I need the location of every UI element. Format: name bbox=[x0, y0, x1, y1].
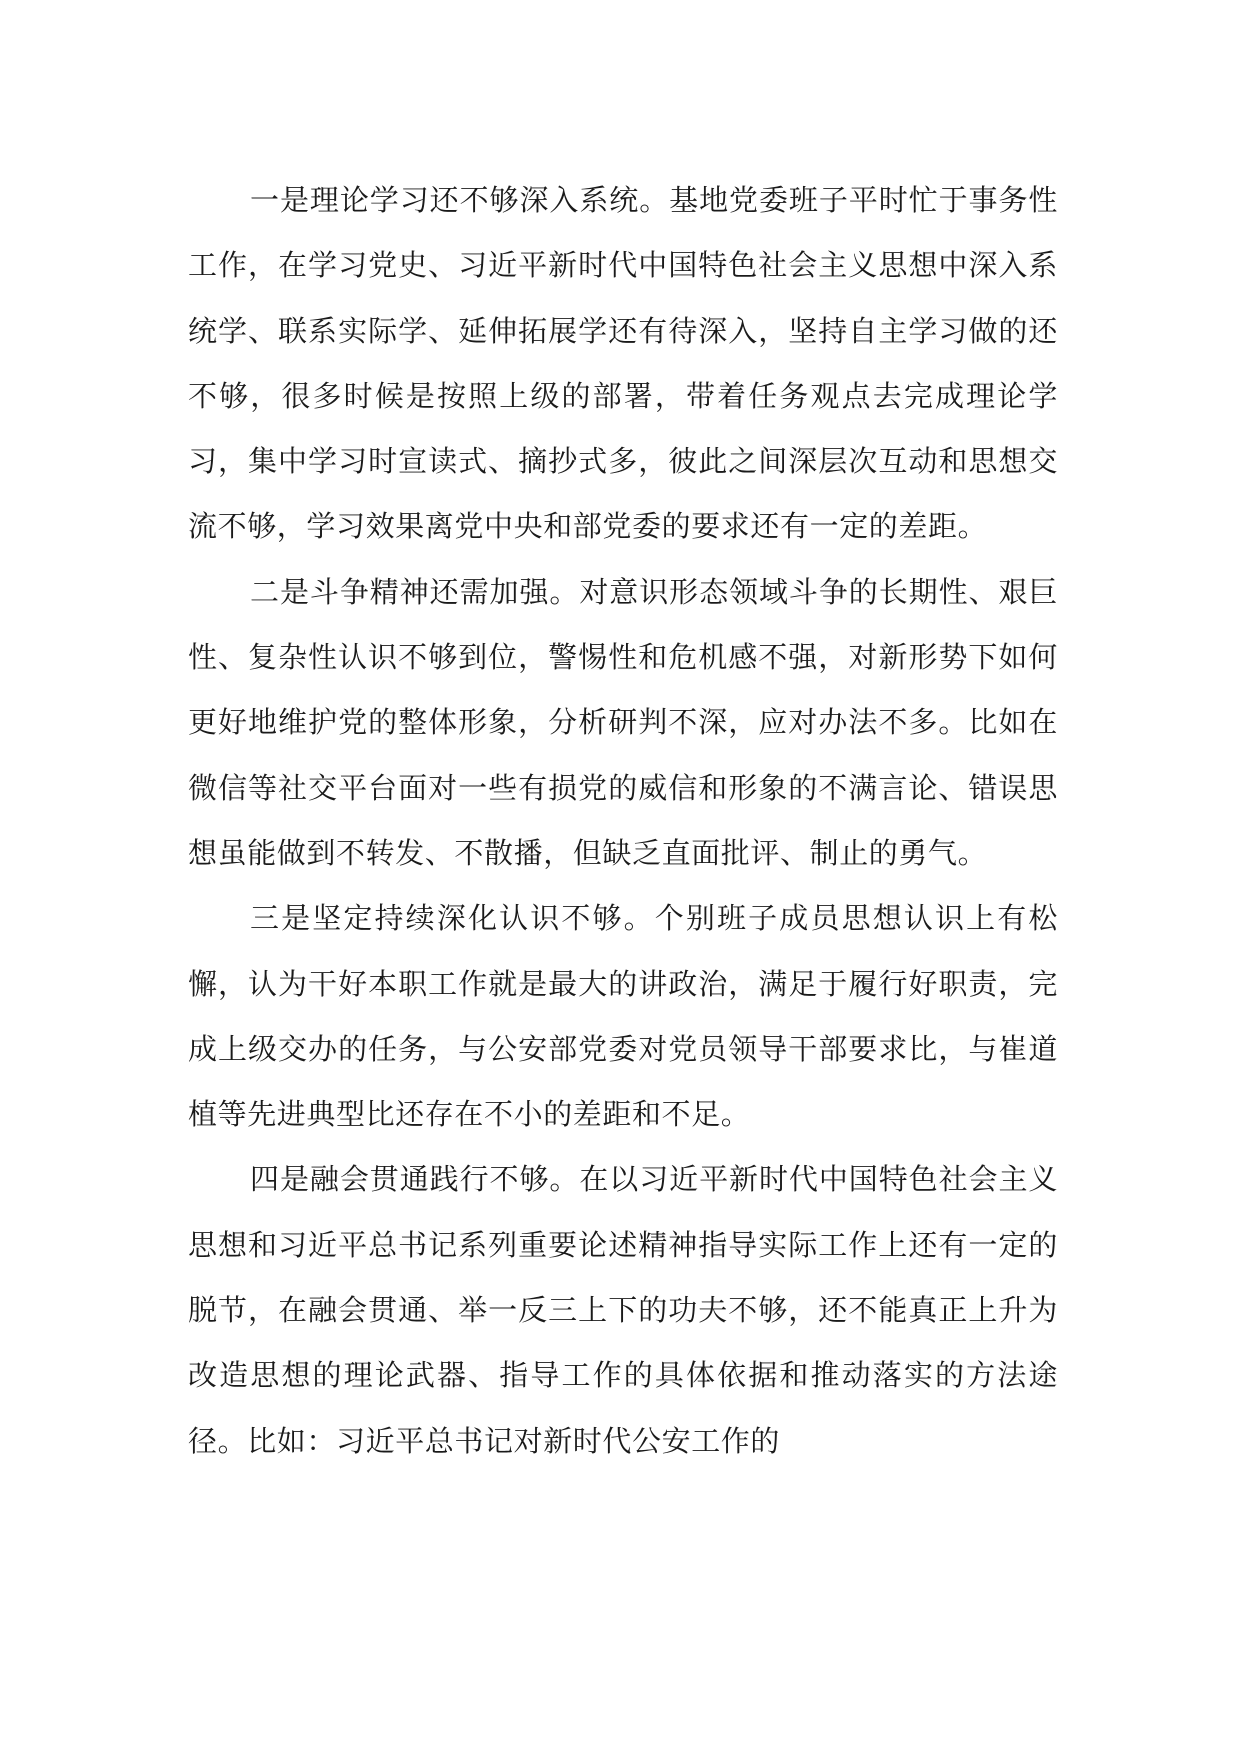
paragraph-integration-practice: 四是融会贯通践行不够。在以习近平新时代中国特色社会主义思想和习近平总书记系列重要论述精神指导实际工作上还有一定的脱节，在融会贯通、举一反三上下的功夫不够，还不能真正上升为改造思想的理论武器、指导工作的具体依据和推动落实的方法途径。比如：习近平总书记对新时代公安工作的 bbox=[188, 1162, 1058, 1458]
paragraph-struggle-spirit: 二是斗争精神还需加强。对意识形态领域斗争的长期性、艰巨性、复杂性认识不够到位，警惕性和危机感不强，对新形势下如何更好地维护党的整体形象，分析研判不深，应对办法不多。比如在微信等社交平台面对一些有损党的威信和形象的不满言论、错误思想虽能做到不转发、不散播，但缺乏直面批评、制止的勇气。 bbox=[188, 574, 1058, 870]
paragraph-theory-study: 一是理论学习还不够深入系统。基地党委班子平时忙于事务性工作，在学习党史、习近平新时代中国特色社会主义思想中深入系统学、联系实际学、延伸拓展学还有待深入，坚持自主学习做的还不够，很多时候是按照上级的部署，带着任务观点去完成理论学习，集中学习时宣读式、摘抄式多，彼此之间深层次互动和思想交流不够，学习效果离党中央和部党委的要求还有一定的差距。 bbox=[188, 183, 1058, 544]
document-body bbox=[188, 168, 1058, 1474]
paragraph-understanding: 三是坚定持续深化认识不够。个别班子成员思想认识上有松懈，认为干好本职工作就是最大的讲政治，满足于履行好职责，完成上级交办的任务，与公安部党委对党员领导干部要求比，与崔道植等先进典型比还存在不小的差距和不足。 bbox=[188, 901, 1058, 1132]
